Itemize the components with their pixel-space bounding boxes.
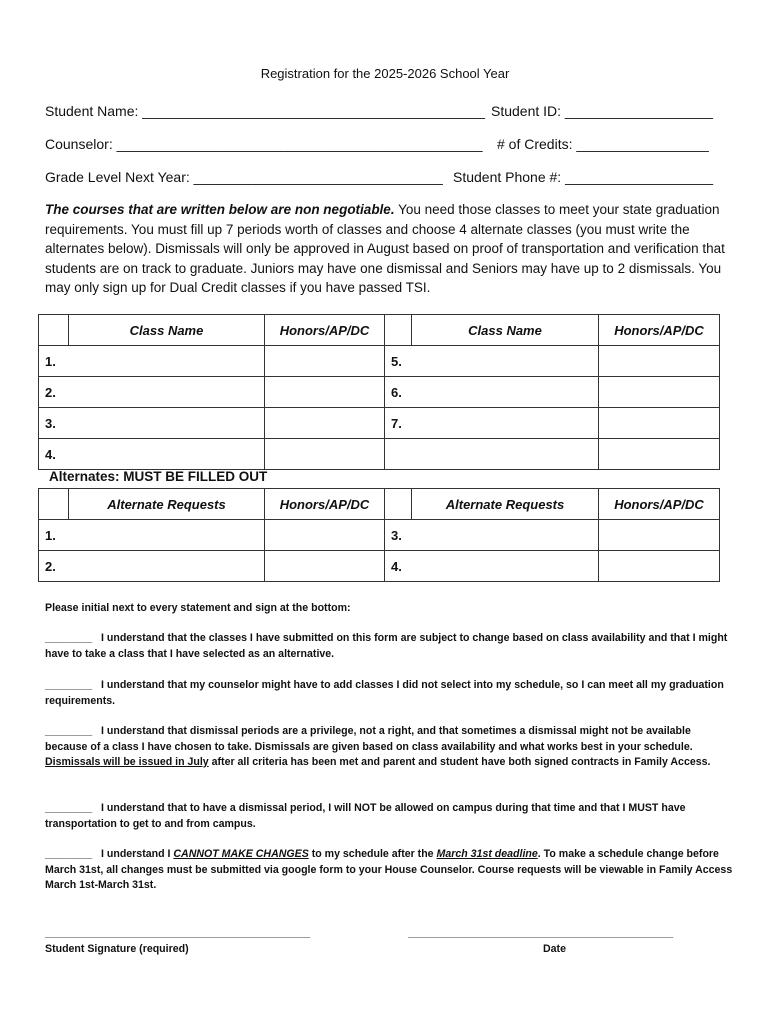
statement-text: I understand I [100,848,174,860]
honors-cell[interactable] [265,346,385,377]
statement-text: I understand that my counselor might have to add classes I did not select into my schedule, so I can meet all my graduation requirements. [45,679,724,707]
statement-text: to my schedule after the [308,848,437,860]
honors-cell[interactable] [599,377,720,408]
honors-cell[interactable] [265,520,385,551]
statement-emphasis: CANNOT MAKE CHANGES [173,848,309,860]
instructions-emphasis: The courses that are written below are non negotiable. [45,202,395,217]
column-header: Class Name [412,315,599,346]
statements-heading: Please initial next to every statement and sign at the bottom: [45,602,351,614]
classes-table [38,314,720,470]
alternate-cell[interactable]: 2. [39,551,265,582]
initial-blank[interactable]: ________ [45,725,93,737]
column-header: Class Name [69,315,265,346]
class-name-cell[interactable]: 7. [385,408,599,439]
student-phone-field[interactable]: Student Phone #: ___________________ [453,169,714,185]
table-cell [39,315,69,346]
class-name-cell[interactable]: 1. [39,346,265,377]
honors-cell[interactable] [599,408,720,439]
statement-1 [45,631,735,662]
honors-cell[interactable] [265,377,385,408]
column-header: Honors/AP/DC [599,489,720,520]
alternate-cell[interactable]: 4. [385,551,599,582]
page-title: Registration for the 2025-2026 School Year [260,66,510,81]
class-name-cell[interactable]: 6. [385,377,599,408]
class-name-cell[interactable]: 5. [385,346,599,377]
alternates-label: Alternates: MUST BE FILLED OUT [49,469,268,484]
column-header: Alternate Requests [69,489,265,520]
table-row [39,520,720,551]
class-name-cell[interactable]: 3. [39,408,265,439]
alternates-table [38,488,720,582]
table-row [39,346,720,377]
table-row [39,408,720,439]
statement-text: . To make a schedule change before March 31st, all changes must be submitted via google form to your House Counselor. Course requests will be viewable in Family Access March 1st-March 31st. [45,848,733,891]
table-header-row [39,489,720,520]
statement-4 [45,801,735,832]
class-name-cell[interactable]: 2. [39,377,265,408]
table-cell [39,489,69,520]
instructions-text: You need those classes to meet your state graduation requirements. You must fill up 7 periods worth of classes and choose 4 alternate classes (you must write the alternates below). Dismissals will only be approved in August based on proof of transportation and verification that students are on track to graduate. Juniors may have one dismissal and Seniors may have up to 2 dismissals. You may only sign up for Dual Credit classes if you have passed TSI. [45,202,725,296]
date-label: Date [543,943,566,955]
statement-text: I understand that to have a dismissal period, I will NOT be allowed on campus during that time and that I MUST have transportation to get to and from campus. [45,802,686,830]
grade-level-field[interactable]: Grade Level Next Year: ________________________________ [45,169,443,185]
honors-cell[interactable] [599,551,720,582]
statement-5 [45,847,735,894]
credits-field[interactable]: # of Credits: _________________ [497,136,709,152]
honors-cell[interactable] [265,439,385,470]
initial-blank[interactable]: ________ [45,679,93,691]
table-cell [385,315,412,346]
honors-cell[interactable] [599,346,720,377]
statement-text: I understand that dismissal periods are a privilege, not a right, and that sometimes a dismissal might not be available because of a class I have chosen to take. Dismissals are given based on class availability and what works best in your schedule. [45,725,693,753]
student-name-field[interactable]: Student Name: ____________________________________________ [45,103,485,119]
initial-blank[interactable]: ________ [45,848,93,860]
honors-cell[interactable] [265,408,385,439]
honors-cell[interactable] [599,520,720,551]
statement-text: after all criteria has been met and parent and student have both signed contracts in Family Access. [208,756,711,768]
table-cell [385,489,412,520]
column-header: Alternate Requests [412,489,599,520]
statements-intro [45,601,735,617]
alternate-cell[interactable]: 3. [385,520,599,551]
honors-cell[interactable] [265,551,385,582]
column-header: Honors/AP/DC [265,489,385,520]
column-header: Honors/AP/DC [265,315,385,346]
statement-text: I understand that the classes I have submitted on this form are subject to change based on class availability and that I might have to take a class that I have selected as an alternative. [45,632,728,660]
class-name-cell[interactable] [385,439,599,470]
alternate-cell[interactable]: 1. [39,520,265,551]
table-header-row [39,315,720,346]
statement-emphasis: Dismissals will be issued in July [45,756,209,768]
date-line[interactable]: _____________________________________________ [408,927,674,939]
class-name-cell[interactable]: 4. [39,439,265,470]
initial-blank[interactable]: ________ [45,632,93,644]
initial-blank[interactable]: ________ [45,802,93,814]
student-signature-label: Student Signature (required) [45,943,189,955]
column-header: Honors/AP/DC [599,315,720,346]
table-row [39,551,720,582]
statement-emphasis: March 31st deadline [436,848,538,860]
counselor-field[interactable]: Counselor: _______________________________________________ [45,136,483,152]
statement-3 [45,724,735,771]
table-row [39,439,720,470]
honors-cell[interactable] [599,439,720,470]
student-signature-line[interactable]: _____________________________________________ [45,927,311,939]
instructions-paragraph [45,200,730,298]
student-id-field[interactable]: Student ID: ___________________ [491,103,713,119]
statement-2 [45,678,735,709]
table-row [39,377,720,408]
